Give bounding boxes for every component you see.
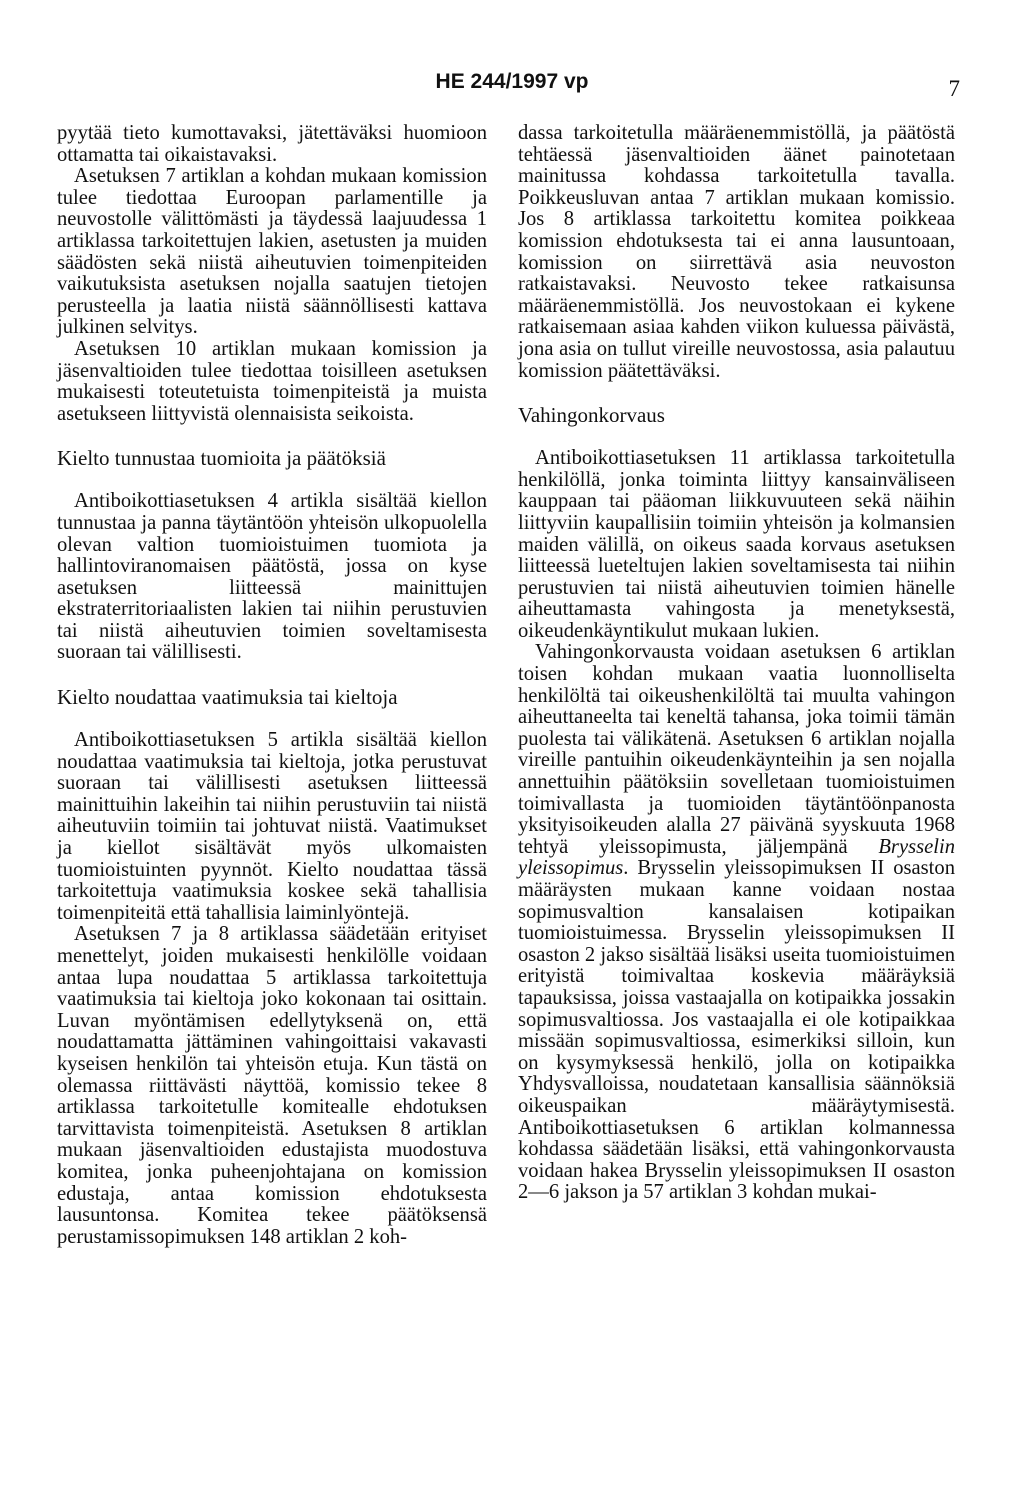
- section-heading: Kielto noudattaa vaatimuksia tai kieltoja: [57, 685, 398, 710]
- paragraph: Antiboikottiasetuksen 11 artiklassa tarkoitetulla henkilöllä, jonka toiminta liittyy kansainväliseen kauppaan tai pääoman liikkuvuuteen sekä näihin liittyviin kaupallisiin toimiin yhteisön ja kolmansien maiden välillä, on oikeus saada korvaus asetuksen liitteessä lueteltujen lakien soveltamisesta tai niihin perustuvien tai niistä aiheutuvien toimien hänelle aiheuttamasta vahingosta ja menetyksestä, oikeudenkäyntikulut mukaan lukien.: [518, 447, 955, 642]
- right-column: [518, 123, 955, 1204]
- page-number: 7: [948, 76, 960, 101]
- paragraph: Antiboikottiasetuksen 4 artikla sisältää kiellon tunnustaa ja panna täytäntöön yhteisön ulkopuolella olevan valtion tuomioistuimen tuomiota ja hallintoviranomaisen päätöstä, jossa on kyse asetuksen liitteessä mainittujen ekstraterritoriaalisten lakien tai niihin perustuvien tai niistä aiheutuvien toimien soveltamisesta suoraan tai välillisesti.: [57, 490, 487, 664]
- paragraph: dassa tarkoitetulla määräenemmistöllä, ja päätöstä tehtäessä jäsenvaltioiden äänet painotetaan mainitussa kohdassa tarkoitetulla tavalla. Poikkeusluvan antaa 7 artiklan mukaan komissio. Jos 8 artiklassa tarkoitettu komitea poikkeaa komission ehdotuksesta tai ei anna lausuntoaan, komission on siirrettävä asia neuvoston ratkaistavaksi. Neuvosto tekee ratkaisunsa määräenemmistöllä. Jos neuvostokaan ei kykene ratkaisemaan asiaa kahden viikon kuluessa päivästä, jona asia on tullut vireille neuvostossa, asia palautuu komission päätettäväksi.: [518, 122, 955, 382]
- paragraph: Asetuksen 7 ja 8 artiklassa säädetään erityiset menettelyt, joiden mukaisesti henkilölle voidaan antaa lupa noudattaa 5 artiklassa tarkoitettuja vaatimuksia tai kieltoja joko kokonaan tai osittain. Luvan myöntämisen edellytyksenä on, että noudattamatta jättäminen vahingoittaisi vakavasti kyseisen henkilön tai yhteisön etuja. Kun tästä on olemassa riittävästi näyttöä, komissio tekee 8 artiklassa tarkoitetulle komitealle ehdotuksen tarvittavista toimenpiteistä. Asetuksen 8 artiklan mukaan jäsenvaltioiden edustajista muodostuva komitea, jonka puheenjohtajana on komission edustaja, antaa komission ehdotuksesta lausuntonsa. Komitea tekee päätöksensä perustamissopimuksen 148 artiklan 2 koh-: [57, 923, 487, 1248]
- document-title: HE 244/1997 vp: [435, 70, 589, 93]
- paragraph: Antiboikottiasetuksen 5 artikla sisältää kiellon noudattaa vaatimuksia tai kieltoja, jotka perustuvat suoraan tai välillisesti asetuksen liitteessä mainittuihin lakeihin tai niihin perustuviin tai niistä aiheutuviin toimiin tai johtuvat niistä. Vaatimukset ja kiellot sisältävät myös ulkomaisten tuomioistuinten pyynnöt. Kielto noudattaa tässä tarkoitettuja vaatimuksia koskee sekä tahallisia toimenpiteitä että tahallisia laiminlyöntejä.: [57, 729, 487, 924]
- left-column: [57, 123, 487, 1248]
- section-heading: Kielto tunnustaa tuomioita ja päätöksiä: [57, 446, 386, 471]
- paragraph: [518, 642, 955, 1203]
- section-heading: Vahingonkorvaus: [518, 403, 665, 428]
- page-header: [0, 70, 1024, 106]
- paragraph-text: . Brysselin yleissopimuksen II osaston määräysten mukaan kanne voidaan nostaa sopimusvaltion kansalaisen kotipaikan tuomioistuimessa. Brysselin yleissopimuksen II osaston 2 jakso sisältää lisäksi useita tuomioistuimen erityistä toimivaltaa koskevia määräyksiä tapauksissa, joissa vastaajalla on kotipaikka jossakin sopimusvaltiossa. Jos vastaajalla ei ole kotipaikkaa missään sopimusvaltiossa, esimerkiksi silloin, kun on kysymyksessä henkilö, jolla on kotipaikka Yhdysvalloissa, noudatetaan kansallisia säännöksiä oikeuspaikan määräytymisestä. Antiboikottiasetuksen 6 artiklan kolmannessa kohdassa säädetään lisäksi, että vahingonkorvausta voidaan hakea Brysselin yleissopimuksen II osaston 2—6 jakson ja 57 artiklan 3 kohdan mukai-: [518, 857, 956, 1204]
- paragraph: Asetuksen 10 artiklan mukaan komission ja jäsenvaltioiden tulee tiedottaa toisilleen asetuksen mukaisesti toteutetuista toimenpiteistä ja muista asetukseen liittyvistä olennaisista seikoista.: [57, 337, 487, 425]
- paragraph-text: Vahingonkorvausta voidaan asetuksen 6 artiklan toisen kohdan mukaan vaatia luonnolliselta henkilöltä tai oikeushenkilöltä tai muulta vahingon aiheuttaneelta tai keneltä tahansa, joka toimii tämän puolesta tai välikätenä. Asetuksen 6 artiklan nojalla vireille pantuihin oikeudenkäynteihin ja sen nojalla annettuihin päätöksiin sovelletaan tuomioistuimen toimivallasta ja tuomioiden täytäntöönpanosta yksityisoikeuden alalla 27 päivänä syyskuuta 1968 tehtyä yleissopimusta, jäljempänä: [518, 641, 955, 858]
- italic-term: Brysselin yleissopimus: [518, 835, 955, 880]
- paragraph: pyytää tieto kumottavaksi, jätettäväksi huomioon ottamatta tai oikaistavaksi.: [57, 122, 487, 166]
- paragraph: Asetuksen 7 artiklan a kohdan mukaan komission tulee tiedottaa Euroopan parlamentille ja neuvostolle välittömästi ja täydessä laajuudessa 1 artiklassa tarkoitettujen lakien, asetusten ja muiden säädösten sekä niistä aiheutuvien toimenpiteiden vaikutuksista asetuksen nojalla saatujen tietojen perusteella ja laatia niistä säännöllisesti kattava julkinen selvitys.: [57, 165, 487, 339]
